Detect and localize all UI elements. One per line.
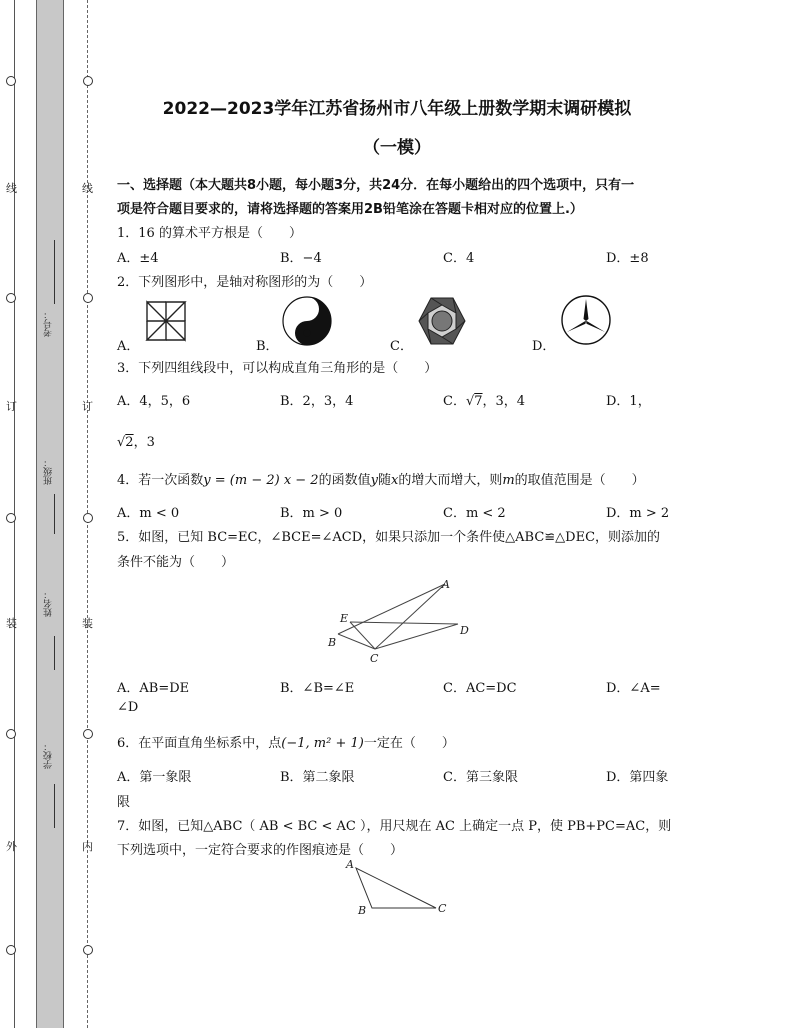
q5-option-d[interactable]: D．∠A= (606, 681, 661, 696)
q3-option-c[interactable] (443, 390, 525, 409)
margin-mark-zhuang: 装 (6, 617, 17, 630)
q5-label-d: D (460, 624, 469, 637)
q3-option-a[interactable]: A．4，5，6 (117, 394, 191, 409)
q7-label-c: C (438, 902, 447, 915)
q6-point: (−1, m² + 1) (281, 736, 364, 751)
binding-hole-icon (83, 945, 93, 955)
q2-option-b[interactable]: B． (256, 339, 279, 354)
q6-option-d-continued: 限 (117, 795, 131, 810)
margin-mark-xian-inner: 线 (82, 182, 93, 195)
q4-stem (117, 469, 645, 488)
school-label: 学校： (44, 742, 54, 769)
binding-hole-icon (6, 729, 16, 739)
q3-stem: 3．下列四组线段中，可以构成直角三角形的是（ ） (117, 361, 438, 376)
q5-option-a[interactable]: A．AB=DE (117, 681, 190, 696)
class-line (54, 494, 55, 534)
name-line (54, 636, 55, 670)
q7-stem-line2: 下列选项中，一定符合要求的作图痕迹是（ ） (117, 843, 404, 858)
q1-option-b[interactable]: B．−4 (280, 251, 322, 266)
binding-hole-icon (6, 513, 16, 523)
binding-hole-icon (6, 945, 16, 955)
q4-function: y = (m − 2) x − 2 (203, 473, 319, 488)
q3-option-d-radicand: 2 (125, 435, 134, 450)
exam-number-label: 考号： (44, 310, 54, 337)
q5-label-e: E (340, 612, 349, 625)
q2-option-a[interactable]: A． (117, 339, 140, 354)
binding-hole-icon (83, 729, 93, 739)
school-line (54, 784, 55, 828)
binding-hole-icon (83, 76, 93, 86)
q7-stem-line1: 7．如图，已知△ABC（ AB < BC < AC ），用尺规在 AC 上确定一点 P，使 PB+PC=AC，则 (117, 819, 672, 834)
exam-number-line (54, 240, 55, 304)
class-label: 班级： (44, 458, 54, 485)
margin-mark-zhuang-inner: 装 (82, 617, 93, 630)
q4-option-a[interactable]: A．m < 0 (117, 506, 180, 521)
q4-stem-mid2: 随 (377, 473, 391, 488)
q5-option-c[interactable]: C．AC=DC (443, 681, 517, 696)
q1-option-a[interactable]: A．±4 (117, 251, 159, 266)
margin-mark-nei-inner: 内 (82, 840, 93, 853)
q3-option-c-radicand: 7 (474, 394, 483, 409)
q6-stem (117, 732, 455, 751)
q4-stem-end: 的取值范围是（ ） (514, 473, 645, 488)
margin-mark-ding-inner: 订 (82, 400, 93, 413)
pinwheel-figure-icon (145, 300, 187, 342)
q1-option-c[interactable]: C．4 (443, 251, 475, 266)
q4-var-x: x (390, 473, 399, 488)
three-point-star-figure-icon (560, 294, 612, 346)
q1-option-d[interactable]: D．±8 (606, 251, 649, 266)
q3-option-b[interactable]: B．2，3，4 (280, 394, 354, 409)
name-field[interactable] (40, 560, 58, 670)
sqrt-radical-icon: √ (117, 435, 126, 450)
binding-margin (0, 0, 100, 1028)
q6-stem-suffix: 一定在（ ） (363, 736, 455, 751)
q2-stem: 2．下列图形中，是轴对称图形的为（ ） (117, 275, 373, 290)
margin-mark-wai: 外 (6, 840, 17, 853)
exam-title: 2022—2023学年江苏省扬州市八年级上册数学期末调研模拟 (162, 99, 632, 119)
exam-subtitle: （一模） (363, 138, 431, 158)
q5-label-b: B (328, 636, 337, 649)
exam-number-field[interactable] (40, 240, 58, 350)
q5-stem-line2: 条件不能为（ ） (117, 555, 235, 570)
hexagon-figure-icon (417, 296, 467, 346)
q2-option-c[interactable]: C． (390, 339, 413, 354)
q4-stem-post: 的增大而增大，则 (398, 473, 503, 488)
class-field[interactable] (40, 420, 58, 530)
q6-option-d[interactable]: D．第四象 (606, 770, 669, 785)
q7-label-a: A (346, 858, 354, 871)
q3-option-d[interactable]: D．1， (606, 394, 651, 409)
sqrt-radical-icon: √ (465, 394, 475, 409)
q5-label-a: A (442, 578, 450, 591)
section-heading-line2: 项是符合题目要求的，请将选择题的答案用2B铅笔涂在答题卡相对应的位置上.） (117, 202, 583, 217)
q3-option-c-prefix: C． (443, 394, 466, 409)
name-label: 姓名： (44, 590, 54, 617)
q4-option-d[interactable]: D．m > 2 (606, 506, 670, 521)
binding-hole-icon (83, 513, 93, 523)
q6-stem-prefix: 6．在平面直角坐标系中，点 (117, 736, 282, 751)
q5-option-d-continued: ∠D (117, 700, 139, 715)
binding-hole-icon (6, 293, 16, 303)
q3-option-d-continued (117, 431, 155, 450)
yin-yang-figure-icon (282, 296, 332, 346)
binding-hole-icon (83, 293, 93, 303)
q4-option-b[interactable]: B．m > 0 (280, 506, 343, 521)
q6-option-a[interactable]: A．第一象限 (117, 770, 192, 785)
q4-var-y: y (370, 473, 378, 488)
q4-option-c[interactable]: C．m < 2 (443, 506, 506, 521)
q2-option-d[interactable]: D． (532, 339, 556, 354)
q4-var-m: m (502, 473, 515, 488)
margin-mark-ding: 订 (6, 400, 17, 413)
q5-stem-line1: 5．如图，已知 BC=EC，∠BCE=∠ACD，如果只添加一个条件使△ABC≌△DEC，则添加的 (117, 530, 661, 545)
margin-mark-xian: 线 (6, 182, 17, 195)
q7-triangle-figure (340, 856, 460, 920)
q4-stem-prefix: 4．若一次函数 (117, 473, 204, 488)
q7-label-b: B (358, 904, 367, 917)
section-heading-line1: 一、选择题（本大题共8小题，每小题3分，共24分．在每小题给出的四个选项中，只有一 (117, 178, 635, 193)
q3-option-d-suffix: ，3 (133, 435, 155, 450)
q5-option-b[interactable]: B．∠B=∠E (280, 681, 355, 696)
q6-option-b[interactable]: B．第二象限 (280, 770, 355, 785)
q5-label-c: C (370, 652, 379, 665)
q4-stem-mid: 的函数值 (318, 473, 371, 488)
q5-triangle-figure (320, 576, 480, 668)
q3-option-c-suffix: ，3，4 (482, 394, 526, 409)
binding-hole-icon (6, 76, 16, 86)
q6-option-c[interactable]: C．第三象限 (443, 770, 518, 785)
q1-stem: 1．16 的算术平方根是（ ） (117, 226, 302, 241)
school-field[interactable] (40, 700, 58, 830)
